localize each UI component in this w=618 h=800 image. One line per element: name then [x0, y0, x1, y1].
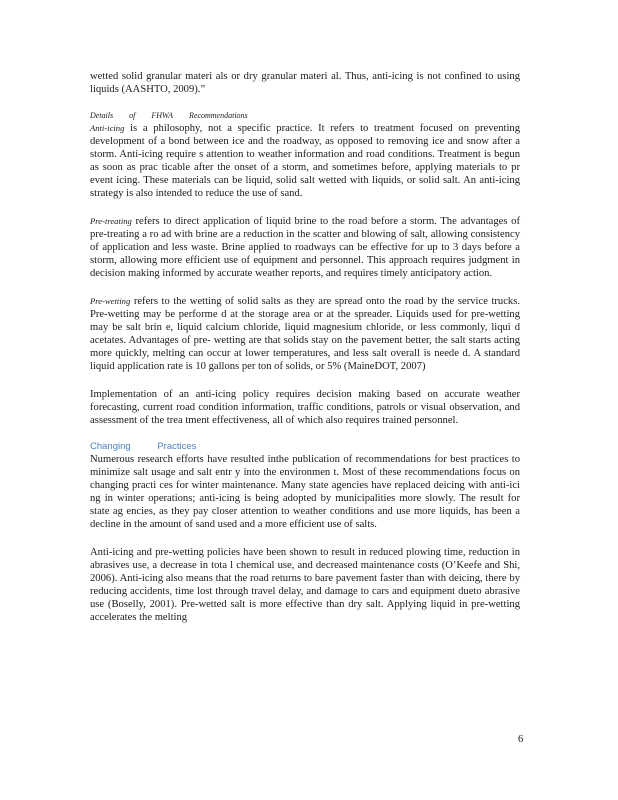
details-heading-word-2: of: [129, 111, 136, 120]
page-body: [90, 70, 520, 624]
page-number: 6: [518, 734, 524, 745]
changing-practices-heading: [90, 440, 520, 453]
intro-continuation-paragraph: wetted solid granular materi als or dry granular materi al. Thus, anti-icing is not confined to using liquids (AASHTO, 2009).”: [90, 71, 520, 95]
anti-icing-term: Anti-icing: [90, 123, 125, 133]
pre-treating-term: Pre-treating: [90, 216, 132, 226]
pre-wetting-text: refers to the wetting of solid salts as they are spread onto the road by the service trucks. Pre-wetting may be performe d at the storage area or at the spreader. Liquids used for pre-wetting may be salt brin e, liquid calcium chloride, liquid magnesium chloride, or less commonly, liqui d acetates. Advantages of pre- wetting are that solids stay on the pavement better, the salt starts acting more quickly, melting can occur at lower temperatures, and less salt overall is neede d. A standard liquid application rate is 10 gallons per ton of solids, or 5% (MaineDOT, 2007): [90, 296, 520, 372]
details-heading-word-1: Details: [90, 111, 114, 120]
changing-practices-paragraph: Numerous research efforts have resulted inthe publication of recommendations for best practices to minimize salt usage and salt entr y into the environmen t. Most of these recommendations focus on changing practi ces for winter maintenance. Many state agencies have replaced deicing with anti-ici ng in winter operations; anti-icing is being adopted by municipalities more slowly. The result for state ag encies, as they pay closer attention to weather conditions and use more liquids, has been a decline in the amount of sand used and a more efficient use of salts.: [90, 454, 520, 530]
pre-wetting-term: Pre-wetting: [90, 296, 131, 306]
anti-icing-paragraph: [90, 122, 520, 200]
pre-treating-paragraph: [90, 215, 520, 280]
changing-practices-heading-word-2: Practices: [157, 441, 197, 452]
benefits-paragraph: Anti-icing and pre-wetting policies have been shown to result in reduced plowing time, reduction in abrasives use, a decrease in tota l chemical use, and decreased maintenance costs (O’Keefe and Shi, 2006). Anti-icing also means that the road returns to bare pavement faster than with deicing, there by reducing accidents, time lost through travel delay, and damage to cars and equipment dueto abrasive use (Boselly, 2001). Pre-wetted salt is more effective than dry salt. Applying liquid in pre-wetting accelerates the melting: [90, 547, 520, 623]
details-heading: [90, 109, 520, 122]
pre-treating-text: refers to direct application of liquid brine to the road before a storm. The advantages of pre-treating a ro ad with brine are a reduction in the scatter and blowing of salt, allowing consistency of application and less waste. Brine applied to roadways can be effective for up to 3 days before a storm, allowing more efficient use of equipment and personnel. This approach requires judgment in decision making informed by accurate weather reports, and requires timely anticipatory action.: [90, 216, 520, 279]
details-heading-word-3: FHWA: [151, 111, 173, 120]
implementation-paragraph: Implementation of an anti-icing policy requires decision making based on accurate weather forecasting, current road condition information, traffic conditions, patrols or visual observation, and assessment of the trea tment effectiveness, all of which also requires trained personnel.: [90, 389, 520, 426]
anti-icing-text: is a philosophy, not a specific practice. It refers to treatment focused on preventing development of a bond between ice and the roadway, as opposed to removing ice and snow after a storm. Anti-icing require s attention to weather information and road conditions. Treatment is begun as soon as prac ticable after the onset of a storm, and sometimes before, applying materials to pr event icing. These materials can be liquid, solid salt wetted with liquids, or solid salt. An anti-icing strategy is also intended to reduce the use of sand.: [90, 123, 520, 199]
pre-wetting-paragraph: [90, 295, 520, 373]
details-heading-word-4: Recommendations: [189, 111, 248, 120]
changing-practices-heading-word-1: Changing: [90, 441, 131, 452]
